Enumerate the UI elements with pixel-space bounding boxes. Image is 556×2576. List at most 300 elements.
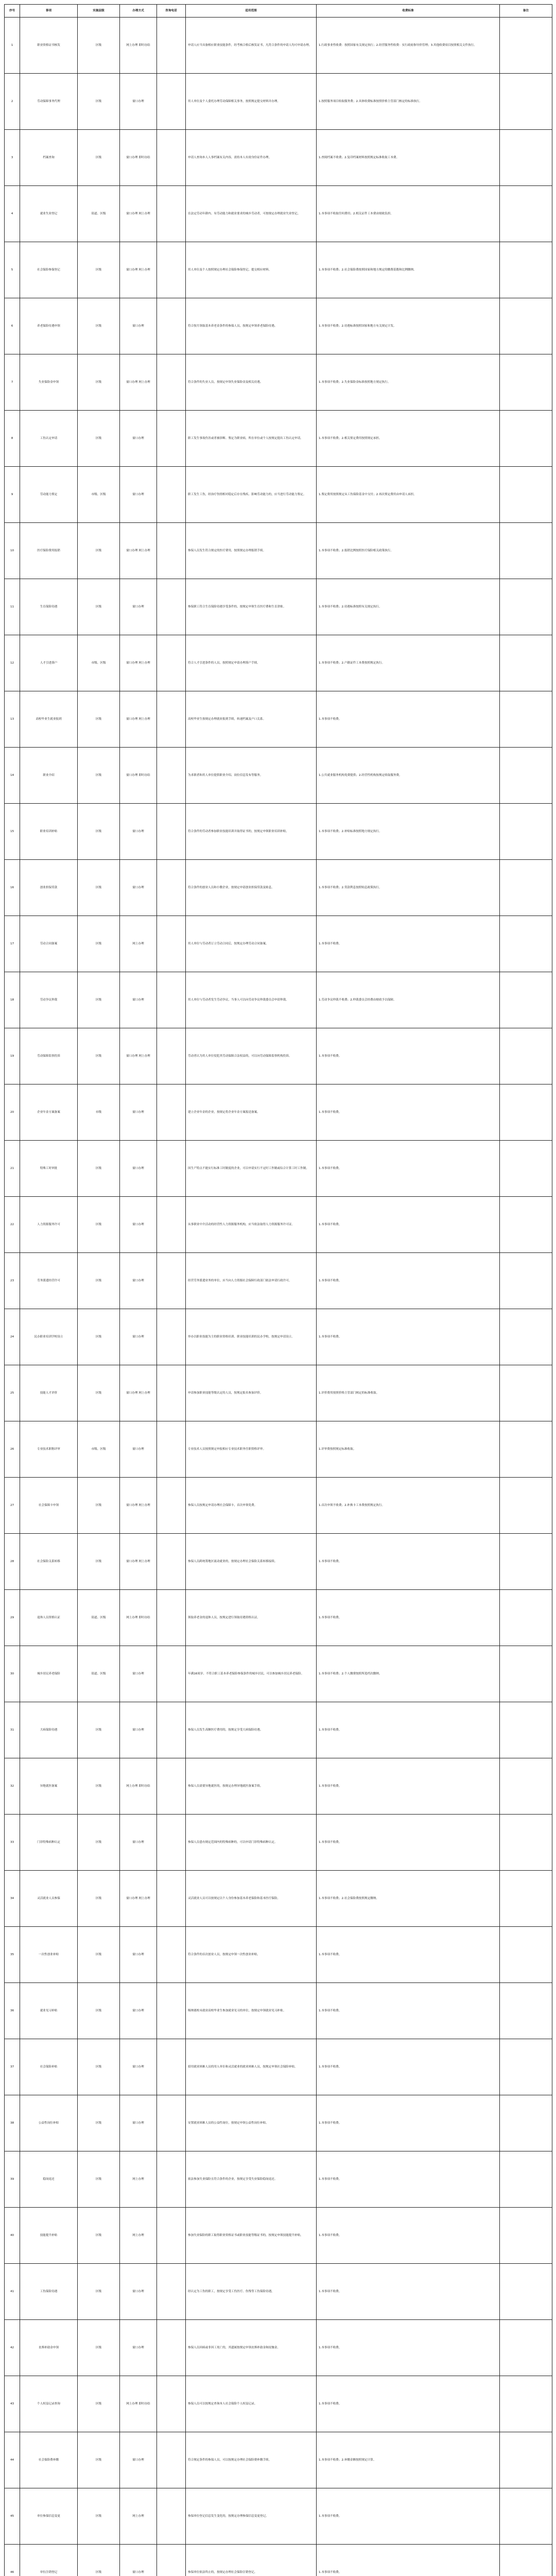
cell-remark	[500, 1983, 552, 2039]
cell-fee: 1.本事项不收费。	[317, 1197, 500, 1253]
table-row	[5, 1253, 552, 1309]
cell-phone	[157, 1702, 186, 1758]
cell-method: 网上办理 即时办结	[120, 18, 157, 74]
cell-fee: 1.本事项不收费。	[317, 1927, 500, 1983]
cell-item: 技能人才评价	[20, 1365, 78, 1421]
cell-remark	[500, 1815, 552, 1871]
cell-item: 社会保险关系转移	[20, 1534, 78, 1590]
cell-no: 43	[5, 2376, 20, 2432]
cell-scope: 参保人员患有规定范围内的特殊病种的，可以申请门诊特殊病种认定。	[186, 1815, 317, 1871]
cell-phone	[157, 916, 186, 972]
table-row	[5, 74, 552, 130]
cell-fee: 1.本事项不收费；2.报销比例按照医疗保险相关政策执行。	[317, 523, 500, 579]
cell-remark	[500, 1702, 552, 1758]
cell-scope: 符合条件的失业人员，按规定申领失业保险金及相关待遇。	[186, 354, 317, 411]
table-row	[5, 298, 552, 354]
cell-scope: 在法定劳动年龄内、有劳动能力和就业要求的城乡劳动者，可按规定办理就业失业登记。	[186, 186, 317, 242]
table-row	[5, 748, 552, 804]
table-row	[5, 2208, 552, 2264]
cell-item: 企业年金方案备案	[20, 1084, 78, 1141]
cell-item: 就业见习补贴	[20, 1983, 78, 2039]
cell-no: 22	[5, 1197, 20, 1253]
cell-remark	[500, 354, 552, 411]
cell-fee: 1.本事项不收费。	[317, 2376, 500, 2432]
cell-fee: 1.本事项不收费。	[317, 1309, 500, 1365]
cell-scope: 为求职者和用人单位提供职业介绍、岗位信息发布等服务。	[186, 748, 317, 804]
cell-remark	[500, 1758, 552, 1815]
cell-item: 公益性岗位补贴	[20, 2095, 78, 2151]
cell-scope: 参保人员需要异地就医的，按规定办理异地就医备案手续。	[186, 1758, 317, 1815]
cell-phone	[157, 2264, 186, 2320]
cell-method: 窗口办理	[120, 2095, 157, 2151]
table-row	[5, 2039, 552, 2095]
table-row	[5, 635, 552, 691]
cell-method: 窗口办理	[120, 1197, 157, 1253]
cell-item: 丧葬补助金申领	[20, 2320, 78, 2376]
cell-item: 失业保险金申领	[20, 354, 78, 411]
cell-phone	[157, 354, 186, 411]
cell-remark	[500, 1590, 552, 1646]
cell-scope: 劳动者认为用人单位侵犯其劳动保障合法权益的，可以向劳动保障监察机构投诉。	[186, 1028, 317, 1084]
cell-method: 窗口办理	[120, 1646, 157, 1702]
table-row	[5, 523, 552, 579]
cell-phone	[157, 1590, 186, 1646]
cell-remark	[500, 2208, 552, 2264]
cell-level: 市级、区级	[78, 635, 120, 691]
cell-remark	[500, 2151, 552, 2208]
cell-item: 专业技术职称评审	[20, 1421, 78, 1478]
cell-item: 劳动合同备案	[20, 916, 78, 972]
cell-remark	[500, 1871, 552, 1927]
cell-scope: 招用就业困难人员的用人单位和灵活就业的就业困难人员，按规定申领社会保险补贴。	[186, 2039, 317, 2095]
cell-level: 区级	[78, 2039, 120, 2095]
cell-method: 网上办理	[120, 916, 157, 972]
cell-item: 档案查询	[20, 130, 78, 186]
cell-scope: 参保人员发生符合规定的医疗费用，按照规定办理报销手续。	[186, 523, 317, 579]
cell-method: 窗口办理	[120, 298, 157, 354]
cell-fee: 1.本事项不收费。	[317, 1815, 500, 1871]
cell-scope: 申请参加职业技能等级认定的人员，按规定报名参加评价。	[186, 1365, 317, 1421]
cell-item: 工伤认定申请	[20, 411, 78, 467]
cell-phone	[157, 635, 186, 691]
cell-phone	[157, 2151, 186, 2208]
cell-level: 区级	[78, 298, 120, 354]
cell-fee: 1.本事项不收费；2.贷款利息按照贴息政策执行。	[317, 860, 500, 916]
cell-method: 窗口办理	[120, 1253, 157, 1309]
cell-method: 窗口办理 网上办理	[120, 635, 157, 691]
cell-phone	[157, 1084, 186, 1141]
cell-remark	[500, 972, 552, 1028]
table-row	[5, 1421, 552, 1478]
cell-no: 28	[5, 1534, 20, 1590]
cell-level: 区级	[78, 354, 120, 411]
cell-phone	[157, 1534, 186, 1590]
cell-scope: 参保单位依法终止的，按规定办理社会保险注销登记。	[186, 2545, 317, 2576]
cell-method: 网上办理 即时办结	[120, 1758, 157, 1815]
cell-item: 社会保障卡申领	[20, 1478, 78, 1534]
table-row	[5, 916, 552, 972]
cell-level: 区级	[78, 242, 120, 298]
cell-item: 职业介绍	[20, 748, 78, 804]
cell-no: 19	[5, 1028, 20, 1084]
cell-level: 区级	[78, 1702, 120, 1758]
table-row	[5, 579, 552, 635]
cell-fee: 1.本事项不收费；2.个人缴费按照所选档次缴纳。	[317, 1646, 500, 1702]
cell-scope: 符合按月领取基本养老金条件的参保人员，按规定申领养老保险待遇。	[186, 298, 317, 354]
cell-level: 区级	[78, 1253, 120, 1309]
cell-fee: 1.行政事业性收费：按照国家有关规定执行；2.经营服务性收费：实行政府指导价管理；3.其他收费项目按照相关文件执行。	[317, 18, 500, 74]
cell-no: 32	[5, 1758, 20, 1815]
table-row	[5, 242, 552, 298]
cell-level: 区级	[78, 2320, 120, 2376]
cell-method: 网上办理	[120, 2151, 157, 2208]
cell-phone	[157, 2039, 186, 2095]
cell-level: 区级	[78, 2488, 120, 2545]
cell-no: 15	[5, 804, 20, 860]
cell-phone	[157, 1478, 186, 1534]
cell-phone	[157, 2208, 186, 2264]
cell-phone	[157, 2320, 186, 2376]
cell-remark	[500, 579, 552, 635]
column-header-item: 事项	[20, 5, 78, 18]
cell-scope: 申请人应当具备相应职业技能条件，经考核合格后核发证书，凡符合条件的申请人均可申请办理。	[186, 18, 317, 74]
cell-level: 区级	[78, 1197, 120, 1253]
cell-phone	[157, 2432, 186, 2488]
cell-scope: 吸纳离校未就业高校毕业生参加就业见习的单位，按规定申领就业见习补贴。	[186, 1983, 317, 2039]
cell-fee: 1.鉴定费用按照规定从工伤保险基金中支付；2.再次鉴定费用由申请人承担。	[317, 467, 500, 523]
cell-remark	[500, 2264, 552, 2320]
table-row	[5, 1815, 552, 1871]
cell-fee: 1.公共就业服务机构免费提供；2.经营性机构按规定收取服务费。	[317, 748, 500, 804]
cell-no: 24	[5, 1309, 20, 1365]
cell-remark	[500, 1309, 552, 1365]
cell-no: 13	[5, 691, 20, 748]
cell-level: 区级	[78, 2151, 120, 2208]
cell-fee: 1.本事项不收费。	[317, 1702, 500, 1758]
cell-level: 区级	[78, 2376, 120, 2432]
cell-item: 高校毕业生就业报到	[20, 691, 78, 748]
table-row	[5, 18, 552, 74]
cell-scope: 职工发生工伤，经治疗伤情相对稳定后存在残疾、影响劳动能力的，应当进行劳动能力鉴定。	[186, 467, 317, 523]
cell-remark	[500, 2095, 552, 2151]
table-row	[5, 972, 552, 1028]
cell-no: 20	[5, 1084, 20, 1141]
cell-scope: 用人单位及个人委托办理劳动保障相关事务，按照规定提交材料并办理。	[186, 74, 317, 130]
cell-scope: 职工发生事故伤害或者被诊断、鉴定为职业病，所在单位或个人按规定提出工伤认定申请。	[186, 411, 317, 467]
cell-phone	[157, 1028, 186, 1084]
cell-no: 37	[5, 2039, 20, 2095]
cell-remark	[500, 411, 552, 467]
cell-level: 市级	[78, 1084, 120, 1141]
cell-no: 4	[5, 186, 20, 242]
table-row	[5, 1534, 552, 1590]
cell-method: 窗口办理 网上办理	[120, 242, 157, 298]
cell-level: 区级	[78, 691, 120, 748]
cell-fee: 1.本事项不收费；2.补贴标准按照地方规定执行。	[317, 804, 500, 860]
cell-no: 46	[5, 2545, 20, 2576]
table-body	[5, 18, 552, 2576]
cell-phone	[157, 18, 186, 74]
cell-item: 职业资格证书核发	[20, 18, 78, 74]
cell-remark	[500, 130, 552, 186]
cell-method: 窗口办理	[120, 1141, 157, 1197]
cell-no: 40	[5, 2208, 20, 2264]
cell-remark	[500, 74, 552, 130]
cell-remark	[500, 186, 552, 242]
cell-method: 窗口办理 网上办理	[120, 691, 157, 748]
cell-level: 区级	[78, 411, 120, 467]
cell-remark	[500, 635, 552, 691]
cell-remark	[500, 804, 552, 860]
table-row	[5, 2488, 552, 2545]
cell-scope: 举办以职业技能为主的职业资格培训、职业技能培训的民办学校，按规定申请设立。	[186, 1309, 317, 1365]
cell-fee: 1.本事项不收费；2.失业保险金标准按照地方规定执行。	[317, 354, 500, 411]
cell-no: 21	[5, 1141, 20, 1197]
cell-no: 38	[5, 2095, 20, 2151]
cell-remark	[500, 18, 552, 74]
cell-fee: 1.评价费用按照价格主管部门核定的标准收取。	[317, 1365, 500, 1421]
cell-scope: 符合条件的劳动者参加职业技能培训并取得证书的，按规定申领职业培训补贴。	[186, 804, 317, 860]
cell-scope: 符合规定条件的参保人员，可以按规定办理社会保险费补缴手续。	[186, 2432, 317, 2488]
cell-remark	[500, 691, 552, 748]
cell-level: 街道、区级	[78, 186, 120, 242]
cell-no: 7	[5, 354, 20, 411]
table-row	[5, 2376, 552, 2432]
cell-level: 区级	[78, 1758, 120, 1815]
cell-scope: 因生产特点不能实行标准工时制度的企业，可以申请实行不定时工作制或综合计算工时工作制。	[186, 1141, 317, 1197]
cell-level: 市级、区级	[78, 467, 120, 523]
cell-phone	[157, 748, 186, 804]
table-row	[5, 2264, 552, 2320]
cell-no: 29	[5, 1590, 20, 1646]
column-header-no: 序号	[5, 5, 20, 18]
cell-phone	[157, 972, 186, 1028]
cell-remark	[500, 748, 552, 804]
cell-remark	[500, 2320, 552, 2376]
cell-phone	[157, 186, 186, 242]
cell-phone	[157, 411, 186, 467]
cell-method: 窗口办理	[120, 1983, 157, 2039]
cell-fee: 1.查阅档案不收费；2.复印档案材料按照规定标准收取工本费。	[317, 130, 500, 186]
cell-remark	[500, 1646, 552, 1702]
cell-no: 14	[5, 748, 20, 804]
cell-remark	[500, 1141, 552, 1197]
cell-fee: 1.本事项不收费。	[317, 691, 500, 748]
cell-level: 市级、区级	[78, 1421, 120, 1478]
table-row	[5, 1983, 552, 2039]
column-header-fee: 收费标准	[317, 5, 500, 18]
cell-no: 9	[5, 467, 20, 523]
cell-fee: 1.本事项不收费。	[317, 916, 500, 972]
service-items-table	[4, 4, 552, 2576]
cell-method: 窗口办理	[120, 2039, 157, 2095]
cell-level: 区级	[78, 1534, 120, 1590]
table-row	[5, 2320, 552, 2376]
cell-method: 窗口办理	[120, 411, 157, 467]
cell-phone	[157, 2488, 186, 2545]
cell-phone	[157, 1871, 186, 1927]
cell-fee: 1.本事项不收费。	[317, 2545, 500, 2576]
cell-remark	[500, 2039, 552, 2095]
cell-method: 窗口办理 网上办理	[120, 1478, 157, 1534]
cell-fee: 1.本事项不收费。	[317, 2264, 500, 2320]
cell-scope: 参加失业保险的职工取得职业资格证书或职业技能等级证书的，按规定申领技能提升补贴。	[186, 2208, 317, 2264]
cell-phone	[157, 1365, 186, 1421]
cell-scope: 符合条件的首次创业人员，按规定申领一次性创业补贴。	[186, 1927, 317, 1983]
cell-scope: 符合人才引进条件的人员，按照规定申请办理落户手续。	[186, 635, 317, 691]
cell-level: 区级	[78, 2545, 120, 2576]
cell-remark	[500, 1028, 552, 1084]
cell-level: 区级	[78, 2432, 120, 2488]
cell-item: 劳动保障事务代理	[20, 74, 78, 130]
cell-phone	[157, 523, 186, 579]
table-row	[5, 804, 552, 860]
cell-fee: 1.本事项不收费；2.相关鉴定费用按照规定承担。	[317, 411, 500, 467]
cell-no: 45	[5, 2488, 20, 2545]
column-header-method: 办理方式	[120, 5, 157, 18]
cell-level: 区级	[78, 74, 120, 130]
cell-phone	[157, 1983, 186, 2039]
cell-phone	[157, 298, 186, 354]
cell-scope: 用人单位及个人按照规定办理社会保险参保登记，提交相应材料。	[186, 242, 317, 298]
cell-fee: 1.本事项不收费。	[317, 2039, 500, 2095]
cell-no: 42	[5, 2320, 20, 2376]
table-row	[5, 2095, 552, 2151]
table-header-row	[5, 5, 552, 18]
cell-method: 窗口办理	[120, 1927, 157, 1983]
cell-method: 窗口办理 网上办理	[120, 186, 157, 242]
cell-method: 窗口办理	[120, 2264, 157, 2320]
cell-phone	[157, 467, 186, 523]
cell-method: 窗口办理 即时办结	[120, 130, 157, 186]
cell-remark	[500, 1197, 552, 1253]
cell-fee: 1.本事项不收费。	[317, 1758, 500, 1815]
cell-item: 灵活就业人员参保	[20, 1871, 78, 1927]
cell-no: 36	[5, 1983, 20, 2039]
cell-item: 技能提升补贴	[20, 2208, 78, 2264]
cell-method: 窗口办理	[120, 467, 157, 523]
cell-method: 窗口办理 网上办理	[120, 1365, 157, 1421]
cell-no: 27	[5, 1478, 20, 1534]
table-row	[5, 354, 552, 411]
table-row	[5, 1478, 552, 1534]
cell-method: 窗口办理	[120, 2320, 157, 2376]
cell-method: 窗口办理	[120, 1421, 157, 1478]
cell-method: 窗口办理	[120, 1309, 157, 1365]
cell-no: 41	[5, 2264, 20, 2320]
cell-scope: 从事职业中介活动的经营性人力资源服务机构，应当依法取得人力资源服务许可证。	[186, 1197, 317, 1253]
cell-item: 稳岗返还	[20, 2151, 78, 2208]
cell-level: 区级	[78, 2208, 120, 2264]
cell-phone	[157, 1309, 186, 1365]
cell-method: 窗口办理	[120, 972, 157, 1028]
cell-level: 区级	[78, 130, 120, 186]
cell-level: 区级	[78, 2264, 120, 2320]
cell-scope: 灵活就业人员可以按规定以个人身份参加基本养老保险和基本医疗保险。	[186, 1871, 317, 1927]
cell-level: 街道、区级	[78, 1646, 120, 1702]
cell-method: 网上办理	[120, 2488, 157, 2545]
table-row	[5, 2432, 552, 2488]
cell-phone	[157, 1815, 186, 1871]
cell-method: 窗口办理	[120, 860, 157, 916]
cell-item: 人力资源服务许可	[20, 1197, 78, 1253]
cell-item: 异地就医备案	[20, 1758, 78, 1815]
cell-phone	[157, 860, 186, 916]
cell-no: 3	[5, 130, 20, 186]
cell-remark	[500, 1084, 552, 1141]
table-row	[5, 2545, 552, 2576]
cell-phone	[157, 1253, 186, 1309]
cell-no: 18	[5, 972, 20, 1028]
cell-no: 44	[5, 2432, 20, 2488]
cell-method: 网上办理	[120, 2208, 157, 2264]
cell-item: 人才引进落户	[20, 635, 78, 691]
cell-scope: 参保人员按规定申请办理社会保障卡，首次申领免费。	[186, 1478, 317, 1534]
cell-item: 个人权益记录查询	[20, 2376, 78, 2432]
cell-level: 区级	[78, 860, 120, 916]
cell-item: 民办职业培训学校设立	[20, 1309, 78, 1365]
cell-method: 窗口办理	[120, 2545, 157, 2576]
cell-item: 退休人员资格认证	[20, 1590, 78, 1646]
cell-phone	[157, 1927, 186, 1983]
cell-remark	[500, 2545, 552, 2576]
cell-no: 17	[5, 916, 20, 972]
table-row	[5, 1871, 552, 1927]
cell-method: 窗口办理 网上办理	[120, 1028, 157, 1084]
cell-item: 城乡居民养老保险	[20, 1646, 78, 1702]
cell-scope: 参保人员可以按规定查询本人社会保险个人权益记录。	[186, 2376, 317, 2432]
cell-no: 1	[5, 18, 20, 74]
table-row	[5, 1365, 552, 1421]
cell-scope: 参保职工符合生育保险待遇享受条件的，按规定申领生育医疗费和生育津贴。	[186, 579, 317, 635]
cell-method: 窗口办理	[120, 804, 157, 860]
cell-no: 8	[5, 411, 20, 467]
cell-item: 社会保险参保登记	[20, 242, 78, 298]
cell-fee: 1.本事项不收费。	[317, 1084, 500, 1141]
cell-item: 创业担保贷款	[20, 860, 78, 916]
cell-remark	[500, 298, 552, 354]
cell-remark	[500, 523, 552, 579]
cell-remark	[500, 1421, 552, 1478]
cell-no: 30	[5, 1646, 20, 1702]
table-row	[5, 691, 552, 748]
cell-scope: 建立企业年金的企业，按规定将企业年金方案报送备案。	[186, 1084, 317, 1141]
cell-item: 劳动保障监察投诉	[20, 1028, 78, 1084]
cell-level: 区级	[78, 1871, 120, 1927]
cell-fee: 1.劳动争议仲裁不收费；2.仲裁委员会经费由财政予以保障。	[317, 972, 500, 1028]
cell-fee: 1.本事项不收费。	[317, 2208, 500, 2264]
cell-scope: 经营劳务派遣业务的单位，应当向人力资源社会保障行政部门依法申请行政许可。	[186, 1253, 317, 1309]
cell-level: 区级	[78, 523, 120, 579]
cell-level: 区级	[78, 579, 120, 635]
column-header-remark: 备注	[500, 5, 552, 18]
cell-scope: 参保人员发生高额医疗费用的，按规定享受大病保险待遇。	[186, 1702, 317, 1758]
cell-method: 窗口办理 网上办理	[120, 523, 157, 579]
cell-phone	[157, 579, 186, 635]
cell-fee: 1.本事项不收费；2.社会保险费按照国家和地方规定的缴费基数和比例缴纳。	[317, 242, 500, 298]
cell-remark	[500, 1478, 552, 1534]
cell-scope: 参保人员跨统筹地区流动就业的，按规定办理社会保险关系转移接续。	[186, 1534, 317, 1590]
cell-fee: 1.本事项不收费。	[317, 1253, 500, 1309]
cell-method: 窗口办理 网上办理	[120, 354, 157, 411]
table-row	[5, 411, 552, 467]
cell-scope: 符合条件的创业人员和小微企业，按规定申请创业担保贷款及贴息。	[186, 860, 317, 916]
table-row	[5, 1758, 552, 1815]
cell-scope: 安置就业困难人员的公益性岗位，按规定申领公益性岗位补贴。	[186, 2095, 317, 2151]
cell-scope: 领取养老金的退休人员，按规定进行领取待遇资格认证。	[186, 1590, 317, 1646]
column-header-scope: 适用范围	[186, 5, 317, 18]
cell-no: 5	[5, 242, 20, 298]
